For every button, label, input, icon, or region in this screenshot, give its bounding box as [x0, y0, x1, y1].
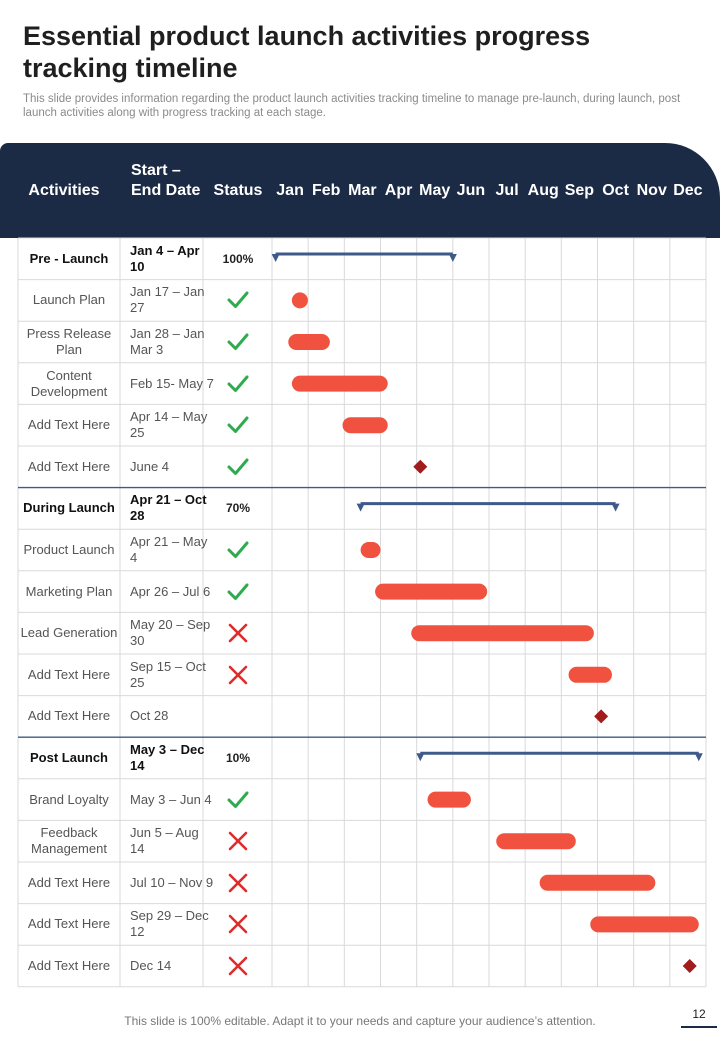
check-icon [226, 331, 250, 353]
status-cell [203, 321, 273, 363]
timeline-table [0, 143, 720, 988]
activity-dates: Sep 15 – Oct 25 [130, 658, 206, 690]
month-label: Feb [312, 181, 341, 199]
activity-dates: Jan 28 – Jan Mar 3 [130, 325, 205, 357]
activity-name: Add Text Here [27, 708, 111, 724]
activity-name: Marketing Plan [25, 583, 113, 599]
month-label: Jan [276, 181, 304, 199]
month-label: Aug [527, 181, 559, 199]
activity-name: Pre - Launch [29, 250, 109, 266]
status-cell [203, 280, 273, 322]
activity-name: Add Text Here [27, 874, 111, 890]
activity-dates: May 3 – Dec 14 [130, 741, 205, 773]
activity-row [18, 904, 706, 946]
month-label: Jul [495, 181, 519, 199]
activity-name: Lead Generation [20, 625, 118, 641]
activity-name: Launch Plan [32, 292, 106, 308]
status-cell [203, 779, 273, 821]
status-percent: 100% [222, 251, 254, 266]
activity-dates: Apr 21 – May 4 [130, 533, 208, 565]
activity-name: Brand Loyalty [29, 791, 109, 807]
activity-dates: Feb 15- May 7 [130, 375, 214, 391]
activity-name: Content Development [30, 367, 108, 399]
status-cell [203, 945, 273, 987]
check-icon [226, 456, 250, 478]
cross-icon [227, 872, 249, 894]
status-cell [203, 654, 273, 696]
activity-dates: Apr 26 – Jul 6 [130, 583, 211, 599]
page-title: Essential product launch activities progress tracking timeline [23, 21, 591, 83]
month-label: Apr [384, 181, 413, 199]
check-icon [226, 289, 250, 311]
check-icon [226, 373, 250, 395]
status-cell [203, 696, 273, 738]
check-icon [226, 539, 250, 561]
activity-name: Product Launch [23, 541, 115, 557]
status-cell [203, 904, 273, 946]
cross-icon [227, 830, 249, 852]
month-label: Sep [564, 181, 595, 199]
activity-row [18, 280, 706, 322]
page-number-underline [681, 1026, 717, 1028]
activity-name: Add Text Here [27, 417, 111, 433]
activity-dates: May 20 – Sep 30 [130, 617, 211, 649]
activity-name: Add Text Here [27, 458, 111, 474]
activity-row [18, 571, 706, 613]
check-icon [226, 581, 250, 603]
month-label: Dec [673, 181, 703, 199]
activity-name: During Launch [23, 500, 115, 516]
phase-row [18, 737, 706, 779]
cross-icon [227, 622, 249, 644]
status-cell [203, 363, 273, 405]
header-status: Status [213, 181, 263, 199]
phase-row [18, 238, 706, 280]
month-label: Oct [602, 181, 629, 199]
activity-row [18, 862, 706, 904]
page-number: 12 [692, 1007, 706, 1021]
activity-row [18, 404, 706, 446]
activity-row [18, 321, 706, 363]
status-percent: 10% [225, 750, 251, 765]
activity-row [18, 529, 706, 571]
activity-row [18, 654, 706, 696]
cross-icon [227, 913, 249, 935]
activity-row [18, 612, 706, 654]
activity-dates: Sep 29 – Dec 12 [130, 908, 209, 940]
status-cell [203, 820, 273, 862]
activity-name: Add Text Here [27, 957, 111, 973]
activity-dates: Dec 14 [130, 957, 172, 973]
status-cell [203, 612, 273, 654]
activity-dates: Apr 21 – Oct 28 [130, 492, 207, 524]
month-label: Jun [456, 181, 486, 199]
activity-dates: June 4 [130, 458, 170, 474]
status-cell [203, 571, 273, 613]
activity-name: Add Text Here [27, 916, 111, 932]
phase-row [18, 488, 706, 530]
activity-dates: Jun 5 – Aug 14 [130, 825, 199, 857]
month-label: May [419, 181, 451, 199]
activity-dates: Oct 28 [130, 708, 169, 724]
month-label: Nov [636, 181, 667, 199]
activity-row [18, 363, 706, 405]
activity-row [18, 779, 706, 821]
status-cell [203, 862, 273, 904]
activity-name: Press Release Plan [26, 325, 112, 357]
status-percent: 70% [225, 501, 251, 516]
activity-dates: Jan 4 – Apr 10 [130, 242, 200, 274]
activity-dates: Jan 17 – Jan 27 [130, 284, 205, 316]
month-label: Mar [348, 181, 377, 199]
status-cell [203, 446, 273, 488]
check-icon [226, 414, 250, 436]
activity-row [18, 696, 706, 738]
activity-dates: May 3 – Jun 4 [130, 791, 212, 807]
footer-note: This slide is 100% editable. Adapt it to your needs and capture your audience’s attention. [124, 1014, 596, 1028]
activity-name: Add Text Here [27, 666, 111, 682]
header-activities: Activities [28, 181, 100, 199]
page-subtitle: This slide provides information regarding the product launch activities tracking timeline to manage pre-launch, during launch, post launch activities along with progress tracking at each stage. [23, 93, 681, 119]
activity-row [18, 820, 706, 862]
cross-icon [227, 664, 249, 686]
header-date: Start – End Date [131, 162, 201, 199]
status-cell [203, 404, 273, 446]
activity-name: Post Launch [29, 749, 108, 765]
activity-row [18, 446, 706, 488]
status-cell [203, 529, 273, 571]
cross-icon [227, 955, 249, 977]
check-icon [226, 789, 250, 811]
activity-dates: Jul 10 – Nov 9 [130, 874, 214, 890]
activity-name: Feedback Management [31, 825, 107, 857]
activity-dates: Apr 14 – May 25 [130, 409, 208, 441]
activity-row [18, 945, 706, 987]
